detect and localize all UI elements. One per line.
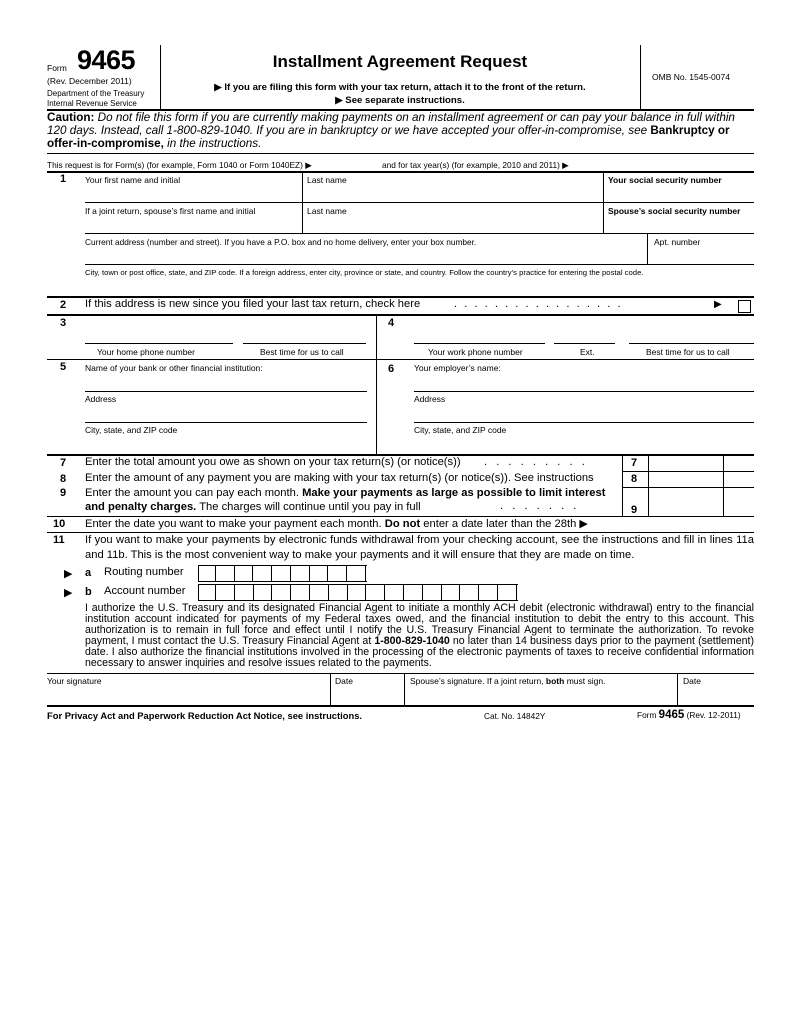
signature-date-input[interactable] [335, 688, 401, 702]
spouse-ssn-label: Spouse’s social security number [608, 206, 741, 216]
first-name-input[interactable] [85, 187, 297, 201]
caution-paragraph [47, 111, 754, 150]
spouse-signature-label [410, 676, 605, 686]
account-digit[interactable] [462, 585, 479, 600]
line9-bold: Make your payments as large as possible to limit interest and penalty charges. [85, 487, 606, 513]
divider [330, 673, 331, 706]
form-header [0, 0, 800, 112]
omb-number: OMB No. 1545-0074 [652, 72, 730, 82]
bank-name-label: Name of your bank or other financial institution: [85, 363, 263, 373]
work-phone-label: Your work phone number [428, 347, 523, 357]
bank-name-input[interactable] [85, 376, 365, 390]
employer-city-label: City, state, and ZIP code [414, 425, 507, 435]
spouse-last-name-input[interactable] [307, 218, 599, 232]
date-label: Date [335, 676, 353, 686]
payment-with-return-input[interactable] [652, 473, 720, 486]
row-rule [622, 487, 754, 488]
row-rule [85, 391, 367, 392]
signature-top-rule [47, 673, 754, 674]
divider [647, 233, 648, 264]
home-best-time-label: Best time for us to call [260, 347, 344, 357]
line2-number: 2 [60, 299, 67, 311]
catalog-number: Cat. No. 14842Y [484, 711, 546, 721]
tax-years-input[interactable] [575, 158, 753, 170]
line2-arrow: ▶ [714, 299, 722, 310]
header-divider-right [640, 45, 641, 110]
caution-bold: Bankruptcy or offer-in-compromise, [47, 124, 730, 150]
routing-digit[interactable] [311, 566, 328, 581]
spouse-sig-text1: Spouse’s signature. If a joint return, [410, 676, 546, 686]
footer-rule [47, 705, 754, 707]
account-number-boxes[interactable] [198, 584, 518, 601]
line2-text: If this address is new since you filed your last tax return, check here [85, 298, 421, 310]
request-forms-label: This request is for Form(s) (for example, Form 1040 or Form 1040EZ) ▶ [47, 160, 312, 170]
account-digit[interactable] [481, 585, 498, 600]
home-phone-input[interactable] [85, 328, 233, 342]
see-instructions: ▶ See separate instructions. [335, 95, 465, 106]
caution-rule [47, 153, 754, 154]
line7-box-label: 7 [631, 457, 638, 469]
spouse-first-name-label: If a joint return, spouse’s first name and initial [85, 206, 256, 216]
row-rule [414, 391, 754, 392]
account-digit[interactable] [368, 585, 385, 600]
routing-digit[interactable] [293, 566, 310, 581]
routing-number-label: Routing number [104, 566, 184, 578]
routing-digit[interactable] [330, 566, 347, 581]
account-digit[interactable] [443, 585, 460, 600]
employer-name-input[interactable] [414, 376, 752, 390]
city-input[interactable] [85, 280, 752, 294]
monthly-payment-input[interactable] [652, 501, 720, 514]
line11-number: 11 [53, 534, 65, 546]
total-owed-input[interactable] [652, 457, 720, 470]
routing-digit[interactable] [199, 566, 216, 581]
spouse-first-name-input[interactable] [85, 218, 297, 232]
account-digit[interactable] [425, 585, 442, 600]
work-best-time-label: Best time for us to call [646, 347, 730, 357]
line10-number: 10 [53, 518, 66, 530]
spouse-sig-text2: must sign. [564, 676, 606, 686]
spouse-signature-date-input[interactable] [683, 688, 752, 702]
your-signature-label: Your signature [47, 676, 102, 686]
line7-leader: . . . . . . . . . [484, 456, 588, 468]
divider [404, 673, 405, 706]
work-phone-input[interactable] [414, 328, 544, 342]
line8-number: 8 [60, 473, 67, 485]
employer-city-input[interactable] [414, 437, 752, 451]
privacy-notice: For Privacy Act and Paperwork Reduction Act Notice, see instructions. [47, 710, 363, 721]
account-digit[interactable] [331, 585, 348, 600]
line5-number: 5 [60, 361, 67, 373]
bank-address-input[interactable] [85, 406, 365, 420]
work-ext-input[interactable] [554, 328, 614, 342]
account-number-label: Account number [104, 585, 186, 597]
new-address-checkbox[interactable] [738, 300, 751, 313]
routing-digit[interactable] [274, 566, 291, 581]
spouse-ssn-input[interactable] [608, 218, 752, 232]
department: Department of the Treasury [47, 89, 145, 98]
home-phone-label: Your home phone number [97, 347, 195, 357]
row-rule [414, 422, 754, 423]
line10-text: Enter the date you want to make your payment each month. [85, 518, 385, 530]
caution-end: in the instructions. [163, 137, 262, 150]
account-digit[interactable] [500, 585, 517, 600]
address-input[interactable] [85, 249, 640, 263]
bank-city-label: City, state, and ZIP code [85, 425, 178, 435]
line3-number: 3 [60, 317, 67, 329]
line11a-letter: a [85, 567, 92, 579]
arrow-icon: ▶ [64, 568, 73, 580]
amount-column-cents [723, 455, 724, 516]
row-rule [622, 471, 754, 472]
amount-column-left [622, 455, 623, 516]
routing-digit[interactable] [236, 566, 253, 581]
line9-box-label: 9 [631, 504, 638, 516]
authorization-text [85, 603, 754, 669]
address-label: Current address (number and street). If you have a P.O. box and no home delivery, enter your box number. [85, 237, 477, 247]
line10-text-block [85, 517, 588, 530]
bank-city-input[interactable] [85, 437, 365, 451]
account-digit[interactable] [199, 585, 216, 600]
account-digit[interactable] [387, 585, 404, 600]
line1-top-rule [47, 171, 754, 173]
authorization-phone: 1-800-829-1040 [374, 635, 450, 647]
request-years-label: and for tax year(s) (for example, 2010 and 2011) ▶ [382, 160, 569, 170]
payment-day-input[interactable] [622, 518, 752, 531]
routing-number-boxes[interactable] [198, 565, 367, 582]
row-rule [85, 422, 367, 423]
routing-digit[interactable] [349, 566, 366, 581]
section-rule [47, 314, 754, 316]
authorization-part2: no later than 14 business days prior to the payment (settlement) date. I also authorize the financial institutions involved in the processing of the electronic payments of taxes to receive confidential information necessary to answer inquiries and resolve issues related to the payments. [85, 635, 754, 669]
account-digit[interactable] [237, 585, 254, 600]
footer-form-word: Form [637, 710, 657, 720]
line10-bold: Do not [384, 518, 421, 530]
footer-revision: (Rev. 12-2011) [686, 710, 741, 720]
city-label: City, town or post office, state, and ZIP code. If a foreign address, enter city, province or state, and country. Follow the country’s practice for entering the postal code. [85, 268, 644, 277]
row-rule [85, 202, 754, 203]
spouse-sig-both: both [545, 676, 565, 686]
account-digit[interactable] [312, 585, 329, 600]
last-name-label: Last name [307, 175, 347, 185]
authorization-part1: I authorize the U.S. Treasury and its designated Financial Agent to initiate a monthly ACH debit (electronic withdrawal) entry to the financial institution account indicated for payments of my Federal taxes owed, and the financial institution to debit the entry to this account. This authorization is to remain in full force and effect until I notify the U.S. Treasury Financial Agent to terminate the authorization. To revoke payment, I must contact the U.S. Treasury Financial Agent at [85, 602, 754, 647]
work-best-time-rule [629, 343, 754, 344]
ext-label: Ext. [580, 347, 595, 357]
line9-leader: . . . . . . . [500, 500, 580, 512]
footer-form-id [637, 709, 741, 721]
employer-address-label: Address [414, 394, 446, 404]
ssn-input[interactable] [608, 187, 752, 201]
ssn-label: Your social security number [608, 175, 722, 185]
line8-text: Enter the amount of any payment you are making with your tax return(s) (or notice(s)). See instructions [85, 472, 594, 484]
line7-number: 7 [60, 457, 67, 469]
row-rule [85, 233, 754, 234]
form-label: Form [47, 63, 67, 73]
spouse-last-name-label: Last name [307, 206, 347, 216]
agency: Internal Revenue Service [47, 99, 137, 108]
caution-label: Caution: [47, 111, 95, 124]
account-digit[interactable] [293, 585, 310, 600]
line11-text: If you want to make your payments by electronic funds withdrawal from your checking account, see the instructions and fill in lines 11a and 11b. This is the most convenient way to make your payments and it will ensure that they are made on time. [85, 534, 754, 561]
work-phone-rule [414, 343, 545, 344]
column-divider [376, 314, 377, 455]
line8-box-label: 8 [631, 473, 638, 485]
work-best-time-input[interactable] [629, 328, 752, 342]
employer-name-label: Your employer’s name: [414, 363, 501, 373]
apt-number-label: Apt. number [654, 237, 701, 247]
line9-text: Enter the amount you can pay each month. [85, 487, 303, 499]
last-name-input[interactable] [307, 187, 599, 201]
line6-number: 6 [388, 363, 395, 375]
account-digit[interactable] [274, 585, 291, 600]
page-title: Installment Agreement Request [272, 52, 528, 71]
row-rule [85, 264, 754, 265]
line2-leader: . . . . . . . . . . . . . . . . . [454, 298, 623, 310]
footer-form-number: 9465 [658, 709, 685, 721]
divider [677, 673, 678, 706]
line11b-letter: b [85, 586, 92, 598]
attach-instruction: ▶ If you are filing this form with your tax return, attach it to the front of the return. [214, 82, 586, 93]
apt-number-input[interactable] [654, 249, 752, 263]
section-rule [47, 359, 754, 360]
spouse-signature-input[interactable] [410, 688, 674, 702]
line9-number: 9 [60, 487, 67, 499]
line1-number: 1 [60, 173, 67, 185]
revision-date: (Rev. December 2011) [47, 76, 132, 86]
home-best-time-input[interactable] [243, 328, 365, 342]
account-digit[interactable] [406, 585, 423, 600]
caution-text: Do not file this form if you are currently making payments on an installment agreement or can pay your balance in full within 120 days. Instead, call 1-800-829-1040. If you are in bankruptcy or we have accepted your offer-in-compromise, see [47, 111, 735, 137]
bank-address-label: Address [85, 394, 117, 404]
spouse-date-label: Date [683, 676, 701, 686]
account-digit[interactable] [218, 585, 235, 600]
first-name-label: Your first name and initial [85, 175, 181, 185]
line7-text: Enter the total amount you owe as shown on your tax return(s) (or notice(s)) [85, 456, 461, 468]
account-digit[interactable] [349, 585, 366, 600]
line10-end: enter a date later than the 28th ▶ [420, 518, 589, 530]
routing-digit[interactable] [255, 566, 272, 581]
line4-number: 4 [388, 317, 395, 329]
employer-address-input[interactable] [414, 406, 752, 420]
home-phone-rule [85, 343, 233, 344]
account-digit[interactable] [255, 585, 272, 600]
arrow-icon: ▶ [64, 587, 73, 599]
work-ext-rule [554, 343, 615, 344]
line9-end: The charges will continue until you pay in full [196, 501, 421, 513]
forms-input[interactable] [300, 158, 375, 170]
amount-column-label-divider [648, 455, 649, 516]
your-signature-input[interactable] [47, 688, 327, 702]
form-number: 9465 [77, 45, 136, 75]
routing-digit[interactable] [218, 566, 235, 581]
home-best-time-rule [243, 343, 366, 344]
